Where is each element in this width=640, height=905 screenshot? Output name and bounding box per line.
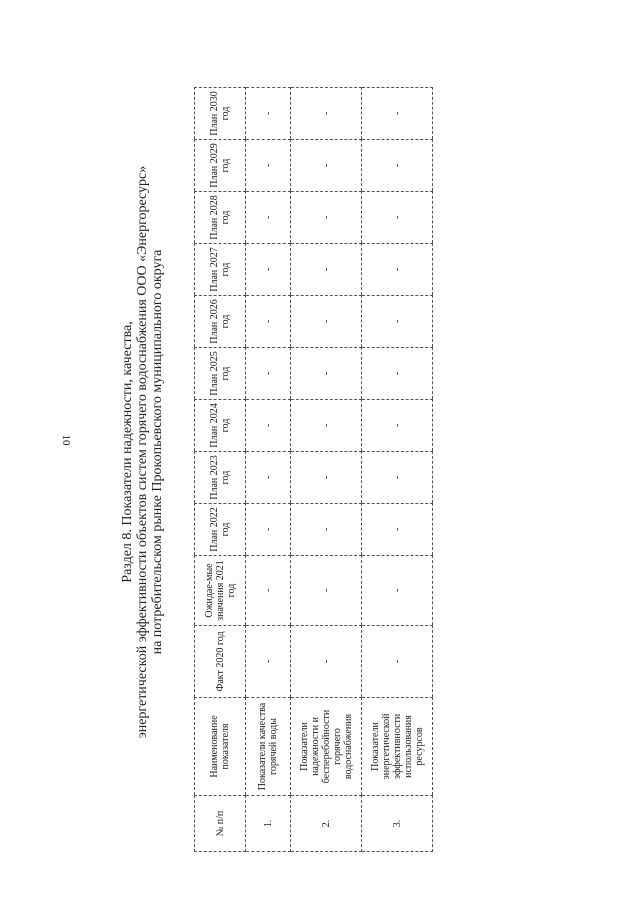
table-cell: - — [246, 626, 291, 698]
table-cell: - — [246, 556, 291, 626]
table-cell: 1. — [246, 796, 291, 852]
title-line-3: на потребительском рынке Прокопьевского муниципального округа — [150, 249, 165, 655]
table-cell: - — [246, 140, 291, 192]
header-cell: План 2027 год — [195, 244, 246, 296]
table-cell: 2. — [291, 796, 362, 852]
table-cell: - — [362, 140, 433, 192]
table-cell: - — [362, 504, 433, 556]
table-cell: - — [246, 348, 291, 400]
table-cell: - — [291, 504, 362, 556]
table-cell: - — [291, 140, 362, 192]
table-cell: - — [246, 192, 291, 244]
header-cell: План 2024 год — [195, 400, 246, 452]
title-line-2: энергетической эффективности объектов систем горячего водоснабжения ООО «Энергоресурс» — [135, 165, 150, 739]
table-cell: Показатели энергетической эффективности использования ресурсов — [362, 698, 433, 796]
table-cell: - — [291, 192, 362, 244]
header-cell: Ожидае-мые значения 2021 год — [195, 556, 246, 626]
page-number: 10 — [60, 434, 72, 446]
table-row — [362, 88, 433, 852]
title-line-1: Раздел 8. Показатели надежности, качества, — [120, 321, 135, 583]
header-cell: План 2025 год — [195, 348, 246, 400]
header-cell: План 2026 год — [195, 296, 246, 348]
table-cell: - — [362, 296, 433, 348]
header-cell: № п/п — [195, 796, 246, 852]
section-title — [120, 52, 165, 852]
indicators-table — [194, 87, 433, 852]
table-row — [291, 88, 362, 852]
table-cell: - — [291, 88, 362, 140]
table-cell: - — [246, 452, 291, 504]
table-cell: - — [291, 556, 362, 626]
table-cell: - — [362, 452, 433, 504]
table-cell: 3. — [362, 796, 433, 852]
header-cell: План 2028 год — [195, 192, 246, 244]
header-cell: План 2029 год — [195, 140, 246, 192]
header-cell: Факт 2020 год — [195, 626, 246, 698]
table-cell: - — [246, 244, 291, 296]
table-cell: - — [362, 192, 433, 244]
header-cell: Наименование показателя — [195, 698, 246, 796]
table-cell: - — [291, 244, 362, 296]
table-cell: Показатели надежности и бесперебойности горячего водоснабжения — [291, 698, 362, 796]
table-cell: - — [291, 296, 362, 348]
table-cell: - — [291, 626, 362, 698]
table-header-row — [195, 88, 246, 852]
table-cell: - — [291, 348, 362, 400]
rotated-page-content — [120, 52, 520, 852]
table-cell: - — [362, 348, 433, 400]
header-cell: План 2023 год — [195, 452, 246, 504]
table-cell: - — [362, 556, 433, 626]
table-cell: - — [246, 296, 291, 348]
table-row — [246, 88, 291, 852]
table-cell: - — [246, 88, 291, 140]
table-cell: - — [362, 400, 433, 452]
header-cell: План 2022 год — [195, 504, 246, 556]
table-cell: Показатели качества горячей воды — [246, 698, 291, 796]
table-cell: - — [246, 504, 291, 556]
table-cell: - — [362, 88, 433, 140]
table-cell: - — [291, 400, 362, 452]
table-cell: - — [291, 452, 362, 504]
table-cell: - — [362, 244, 433, 296]
table-cell: - — [362, 626, 433, 698]
header-cell: План 2030 год — [195, 88, 246, 140]
table-cell: - — [246, 400, 291, 452]
